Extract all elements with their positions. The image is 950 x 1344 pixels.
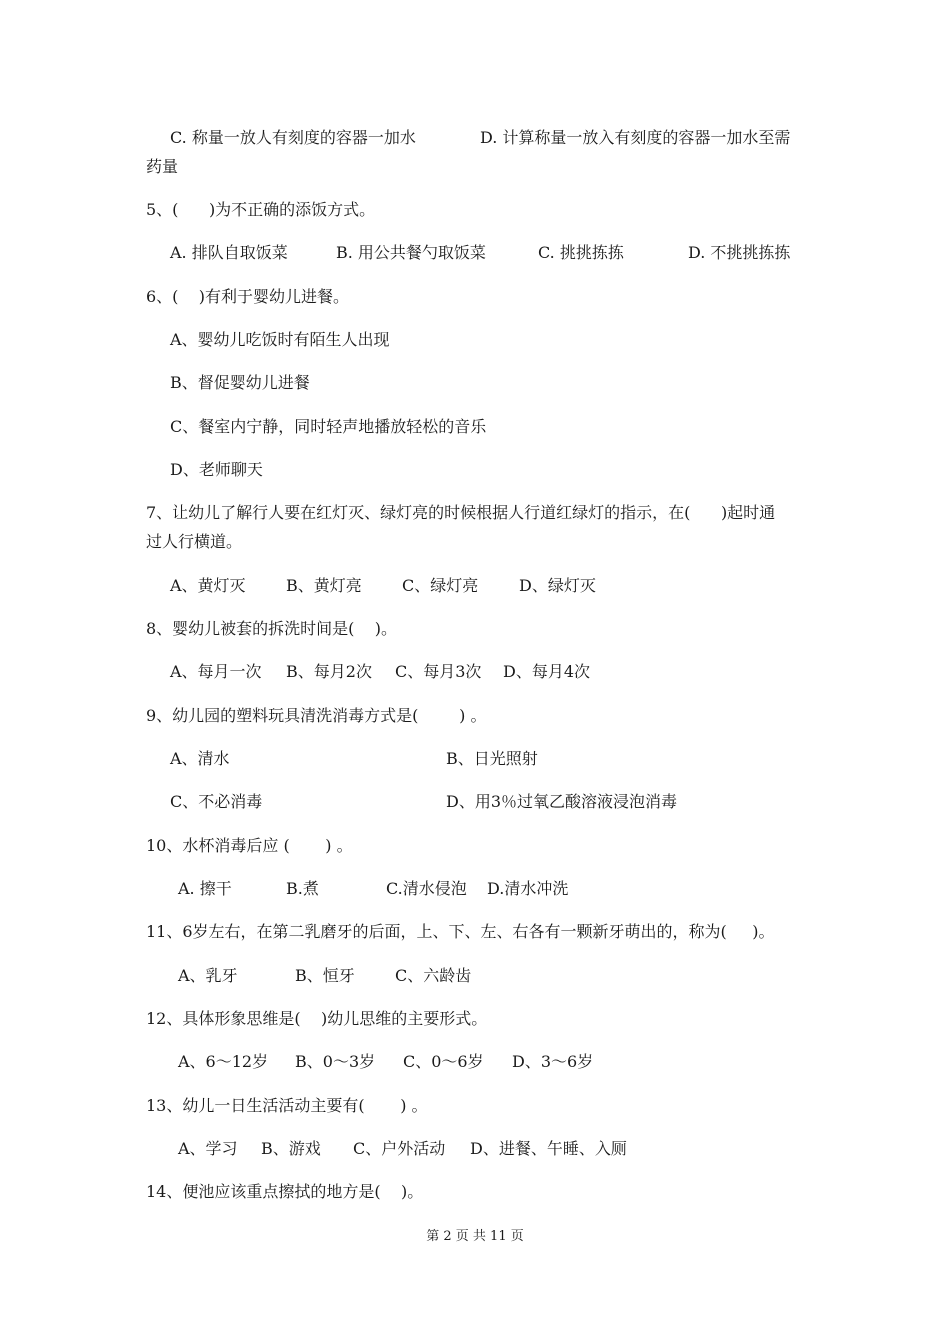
option-13c: C、户外活动 bbox=[353, 1139, 446, 1158]
option-4d-continuation: 药量 bbox=[146, 157, 179, 176]
question-9: 9、幼儿园的塑料玩具清洗消毒方式是( ) 。 bbox=[146, 706, 487, 725]
option-8b: B、每月2次 bbox=[286, 662, 372, 681]
option-13a: A、学习 bbox=[178, 1139, 238, 1158]
option-7d: D、绿灯灭 bbox=[519, 576, 596, 595]
option-5d: D. 不挑挑拣拣 bbox=[688, 243, 791, 262]
question-7: 7、让幼儿了解行人要在红灯灭、绿灯亮的时候根据人行道红绿灯的指示，在( )起时通 bbox=[146, 503, 776, 522]
option-6b: B、督促婴幼儿进餐 bbox=[170, 373, 310, 392]
question-6: 6、( )有利于婴幼儿进餐。 bbox=[146, 287, 350, 306]
question-5: 5、( )为不正确的添饭方式。 bbox=[146, 200, 376, 219]
option-10b: B.煮 bbox=[286, 879, 319, 898]
option-6c: C、餐室内宁静，同时轻声地播放轻松的音乐 bbox=[170, 417, 487, 436]
option-7a: A、黄灯灭 bbox=[170, 576, 246, 595]
question-8: 8、婴幼儿被套的拆洗时间是( )。 bbox=[146, 619, 398, 638]
question-13: 13、幼儿一日生活活动主要有( ) 。 bbox=[146, 1096, 428, 1115]
option-11c: C、六龄齿 bbox=[395, 966, 472, 985]
option-8a: A、每月一次 bbox=[170, 662, 262, 681]
option-9a: A、清水 bbox=[170, 749, 230, 768]
question-7-continuation: 过人行横道。 bbox=[146, 532, 243, 551]
option-10c: C.清水侵泡 bbox=[386, 879, 467, 898]
option-8d: D、每月4次 bbox=[503, 662, 591, 681]
option-9d: D、用3％过氧乙酸溶液浸泡消毒 bbox=[446, 792, 678, 811]
option-5c: C. 挑挑拣拣 bbox=[538, 243, 624, 262]
option-6a: A、婴幼儿吃饭时有陌生人出现 bbox=[170, 330, 390, 349]
page-footer: 第 2 页 共 11 页 bbox=[426, 1229, 524, 1244]
option-7b: B、黄灯亮 bbox=[286, 576, 362, 595]
question-10: 10、水杯消毒后应 ( ) 。 bbox=[146, 836, 353, 855]
option-5a: A. 排队自取饭菜 bbox=[170, 243, 288, 262]
option-5b: B. 用公共餐勺取饭菜 bbox=[336, 243, 486, 262]
option-12c: C、0～6岁 bbox=[403, 1052, 484, 1071]
option-7c: C、绿灯亮 bbox=[402, 576, 479, 595]
option-6d: D、老师聊天 bbox=[170, 460, 263, 479]
option-9c: C、不必消毒 bbox=[170, 792, 263, 811]
question-12: 12、具体形象思维是( )幼儿思维的主要形式。 bbox=[146, 1009, 488, 1028]
option-10d: D.清水冲洗 bbox=[487, 879, 569, 898]
option-13b: B、游戏 bbox=[261, 1139, 321, 1158]
option-12a: A、6～12岁 bbox=[178, 1052, 269, 1071]
option-10a: A. 擦干 bbox=[178, 879, 232, 898]
option-9b: B、日光照射 bbox=[446, 749, 538, 768]
option-11a: A、乳牙 bbox=[178, 966, 238, 985]
option-4c: C. 称量一放人有刻度的容器一加水 bbox=[170, 128, 416, 147]
option-11b: B、恒牙 bbox=[295, 966, 355, 985]
question-14: 14、便池应该重点擦拭的地方是( )。 bbox=[146, 1182, 424, 1201]
option-4d: D. 计算称量一放入有刻度的容器一加水至需 bbox=[480, 128, 791, 147]
option-13d: D、进餐、午睡、入厕 bbox=[470, 1139, 627, 1158]
question-11: 11、6岁左右，在第二乳磨牙的后面，上、下、左、右各有一颗新牙萌出的，称为( )。 bbox=[146, 922, 775, 941]
option-12d: D、3～6岁 bbox=[512, 1052, 594, 1071]
option-8c: C、每月3次 bbox=[395, 662, 482, 681]
option-12b: B、0～3岁 bbox=[295, 1052, 376, 1071]
